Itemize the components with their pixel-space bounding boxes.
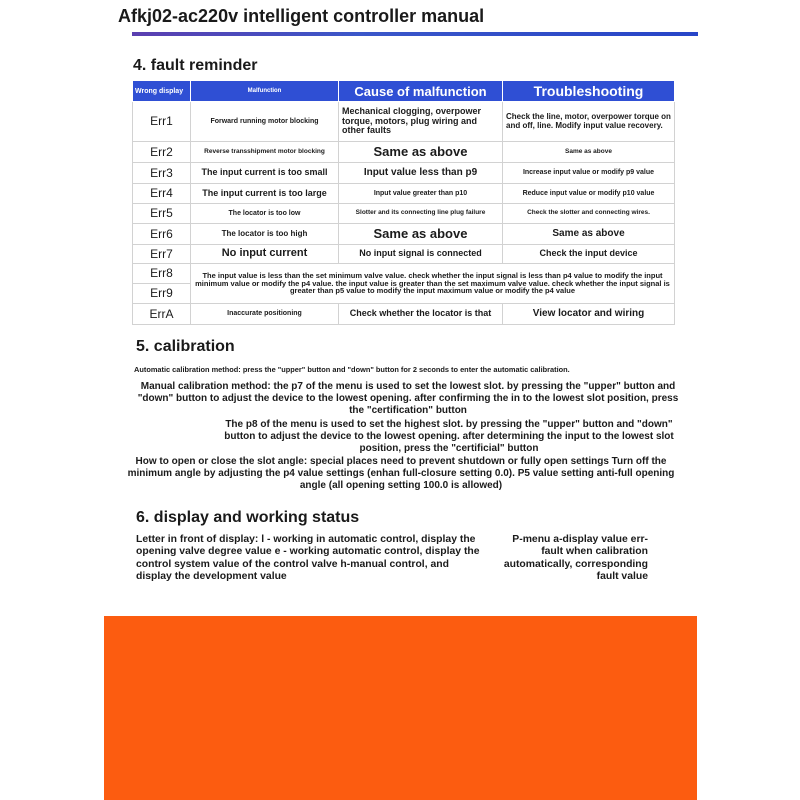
fault-reminder-heading: 4. fault reminder [133,57,258,74]
manual-calibration-text: Manual calibration method: the p7 of the menu is used to set the lowest slot. by pressing the "upper" button and "down" button to adjust the device to the lowest opening. after confirming the in to the lowest slot position, press the "certification" button [137,381,679,416]
malfunction-cell: Inaccurate positioning [191,304,339,325]
malfunction-cell: The locator is too low [191,204,339,224]
malfunction-cell: No input current [191,245,339,264]
table-row [133,142,675,163]
cause-cell: Slotter and its connecting line plug failure [339,204,503,224]
malfunction-cell: The locator is too high [191,224,339,245]
table-row [133,163,675,184]
malfunction-cell: Reverse transshipment motor blocking [191,142,339,163]
header-malfunction: Malfunction [191,81,339,102]
error-code: Err3 [133,163,191,184]
header-troubleshooting: Troubleshooting [503,81,675,102]
troubleshooting-cell: Same as above [503,142,675,163]
table-row [133,102,675,142]
menu-display-text: P-menu a-display value err-fault when calibration automatically, corresponding fault value [503,534,648,582]
error-code: Err2 [133,142,191,163]
cause-cell: Input value greater than p10 [339,184,503,204]
cause-cell: Same as above [339,142,503,163]
slot-angle-text: How to open or close the slot angle: special places need to prevent shutdown or fully open settings Turn off the minimum angle by adjusting the p4 value settings (enhan full-closure setting 0.0). P5 value setting anti-full opening angle (all opening setting 100.0 is allowed) [127,456,675,491]
document-title: Afkj02-ac220v intelligent controller manual [118,6,485,26]
header-cause: Cause of malfunction [339,81,503,102]
error-code: Err4 [133,184,191,204]
calibration-heading: 5. calibration [136,338,235,355]
cause-cell: No input signal is connected [339,245,503,264]
troubleshooting-cell: View locator and wiring [503,304,675,325]
cause-cell: Check whether the locator is that [339,304,503,325]
cause-cell: Same as above [339,224,503,245]
orange-color-block [104,616,697,800]
table-row [133,245,675,264]
cause-cell: Input value less than p9 [339,163,503,184]
table-row [133,264,675,284]
troubleshooting-cell: Increase input value or modify p9 value [503,163,675,184]
error-code: Err1 [133,102,191,142]
error-code: ErrA [133,304,191,325]
malfunction-cell: Forward running motor blocking [191,102,339,142]
error-code: Err5 [133,204,191,224]
malfunction-cell: The input current is too small [191,163,339,184]
fault-table-header [133,81,675,102]
troubleshooting-cell: Check the slotter and connecting wires. [503,204,675,224]
error-code: Err8 [133,264,191,284]
merged-description-cell: The input value is less than the set minimum valve value. check whether the input signal is less than p4 value to modify the input minimum value or modify the p4 value. the input value is greater than the set maximum valve value. check whether the input signal is greater than p5 value to modify the input maximum value or modify the p4 value [191,264,675,304]
fault-table [132,80,675,325]
troubleshooting-cell: Same as above [503,224,675,245]
table-row [133,184,675,204]
table-row [133,204,675,224]
display-letters-text: Letter in front of display: l - working in automatic control, display the opening valve degree value e - working automatic control, display the control system value of the control valve h-manual control, and display the development value [136,534,480,582]
error-code: Err7 [133,245,191,264]
cause-cell: Mechanical clogging, overpower torque, motors, plug wiring and other faults [339,102,503,142]
header-wrong-display: Wrong display [133,81,191,102]
error-code: Err9 [133,284,191,304]
troubleshooting-cell: Check the line, motor, overpower torque on and off, line. Modify input value recovery. [503,102,675,142]
table-row [133,224,675,245]
automatic-calibration-text: Automatic calibration method: press the "upper" button and "down" button for 2 seconds to enter the automatic calibration. [134,365,570,374]
malfunction-cell: The input current is too large [191,184,339,204]
p8-calibration-text: The p8 of the menu is used to set the highest slot. by pressing the "upper" button and "down" button to adjust the device to the lowest opening. after determining the input to the lowest slot position, press the "certificial" button [224,419,674,454]
display-status-heading: 6. display and working status [136,509,360,526]
title-underline [132,32,698,36]
troubleshooting-cell: Check the input device [503,245,675,264]
error-code: Err6 [133,224,191,245]
table-row [133,304,675,325]
troubleshooting-cell: Reduce input value or modify p10 value [503,184,675,204]
